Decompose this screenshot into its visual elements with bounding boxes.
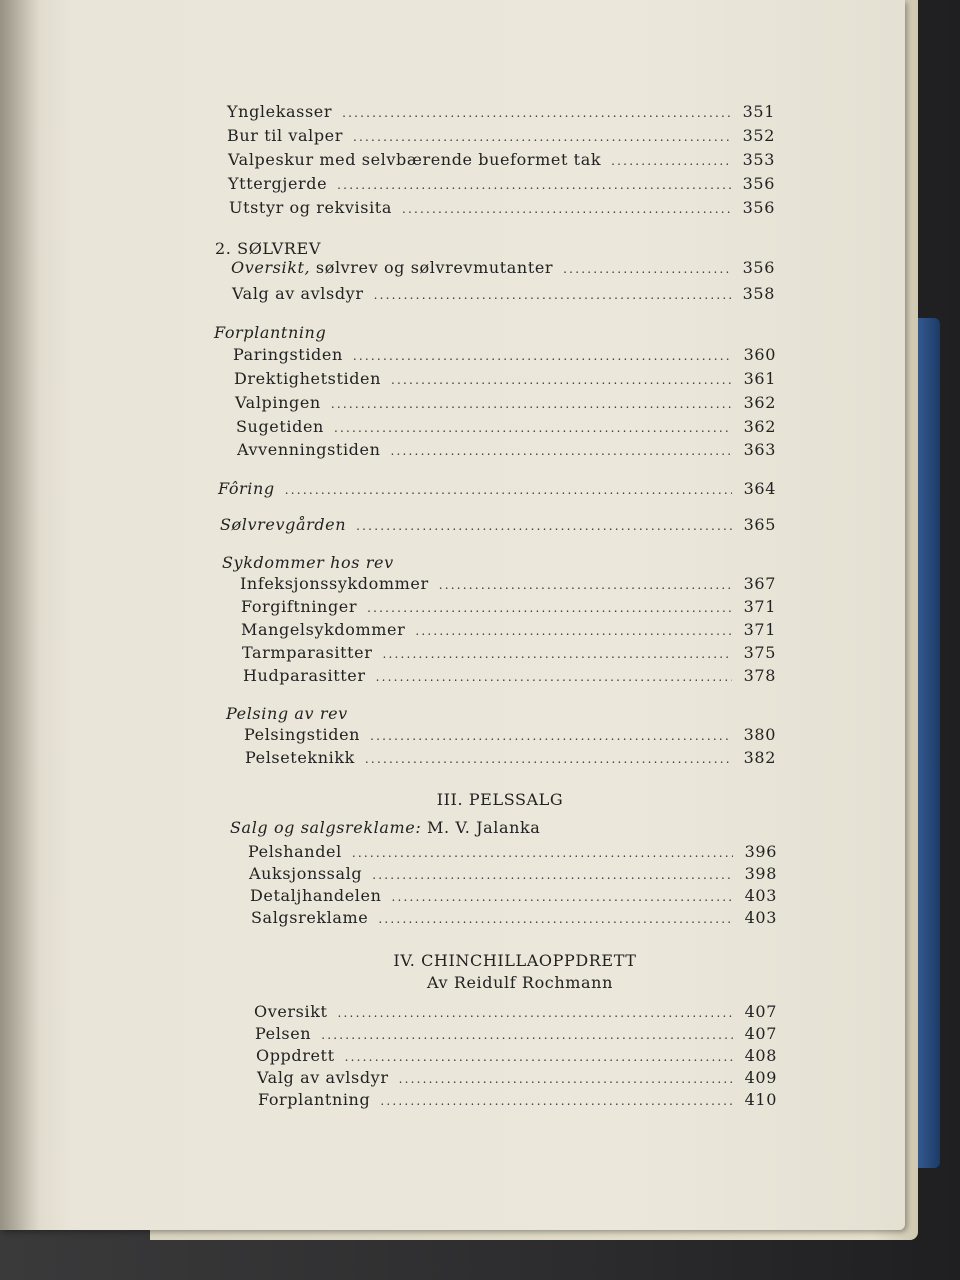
entry-page: 363 (743, 440, 776, 459)
entry-page: 375 (743, 643, 776, 662)
subsection-heading: Pelsing av rev (226, 704, 348, 723)
entry-label: Forgiftninger (241, 597, 358, 616)
dot-leader (402, 197, 731, 221)
entry-label: Oversikt (254, 1002, 328, 1021)
dot-leader (356, 514, 732, 538)
toc-entry (220, 513, 776, 537)
toc-entry (257, 1066, 777, 1090)
entry-page: 358 (742, 284, 775, 303)
dot-leader (391, 368, 732, 392)
entry-label: Oppdrett (256, 1046, 335, 1065)
toc-entry (258, 1088, 777, 1112)
toc-entry (241, 595, 776, 619)
dot-leader (285, 478, 732, 502)
entry-label (231, 256, 553, 280)
dot-leader (611, 149, 731, 173)
entry-label: Pelseteknikk (245, 748, 355, 767)
dot-leader (380, 1089, 733, 1113)
entry-page: 380 (743, 725, 776, 744)
dot-leader (439, 573, 732, 597)
toc-entry (245, 746, 776, 770)
toc-entry (233, 343, 776, 367)
entry-label: Valpeskur med selvbærende bueformet tak (228, 150, 602, 169)
dot-leader (353, 125, 731, 149)
entry-page: 362 (743, 393, 776, 412)
entry-page: 371 (743, 620, 776, 639)
dot-leader (367, 596, 732, 620)
entry-label: Pelshandel (248, 842, 342, 861)
toc-entry (229, 196, 775, 220)
entry-label: Drektighetstiden (234, 369, 382, 388)
entry-page: 407 (744, 1002, 777, 1021)
toc-entry (254, 1000, 777, 1024)
dot-leader (374, 283, 731, 307)
entry-page: 353 (742, 150, 775, 169)
entry-page: 361 (743, 369, 776, 388)
dot-leader (563, 257, 731, 281)
entry-label: Valpingen (235, 393, 321, 412)
entry-page: 398 (744, 864, 777, 883)
part-subtitle-italic: Salg og salgsreklame: (230, 818, 422, 837)
entry-label: Sugetiden (236, 417, 324, 436)
toc-entry (243, 664, 776, 688)
entry-page: 371 (743, 597, 776, 616)
entry-label: Fôring (218, 479, 275, 498)
part-subtitle (230, 815, 540, 841)
dot-leader (382, 642, 732, 666)
part-heading: III. PELSSALG (436, 790, 564, 809)
toc-entry (237, 438, 776, 462)
dot-leader (353, 344, 732, 368)
entry-page: 408 (744, 1046, 777, 1065)
entry-page: 396 (744, 842, 777, 861)
part-heading: IV. CHINCHILLAOPPDRETT (393, 951, 637, 970)
part-subtitle-author: M. V. Jalanka (421, 818, 541, 837)
toc-entry (249, 862, 777, 886)
toc-entry (241, 618, 776, 642)
dot-leader (415, 619, 732, 643)
entry-label: Valg av avlsdyr (257, 1068, 389, 1087)
dot-leader (342, 101, 731, 125)
part-author: Av Reidulf Rochmann (426, 973, 613, 992)
entry-label: Detaljhandelen (250, 886, 382, 905)
toc-entry (227, 100, 775, 124)
dot-leader (376, 665, 732, 689)
toc-entry (228, 148, 775, 172)
entry-page: 367 (743, 574, 776, 593)
entry-page: 403 (744, 886, 777, 905)
entry-label: Pelsen (255, 1024, 312, 1043)
entry-label: Avvenningstiden (237, 440, 381, 459)
entry-label-italic: Oversikt, (231, 258, 311, 277)
toc-entry (250, 884, 777, 908)
subsection-heading: Sykdommer hos rev (222, 553, 394, 572)
entry-page: 351 (742, 102, 775, 121)
toc-entry (240, 572, 776, 596)
entry-label: Tarmparasitter (242, 643, 373, 662)
entry-label: Sølvrevgården (220, 515, 347, 534)
entry-page: 356 (742, 198, 775, 217)
toc-entry (235, 391, 776, 415)
entry-page: 360 (743, 345, 776, 364)
entry-label-rest: sølvrev og sølvrevmutanter (310, 258, 554, 277)
toc-entry (248, 840, 777, 864)
entry-label: Salgsreklame (251, 908, 369, 927)
entry-page: 378 (743, 666, 776, 685)
entry-label: Infeksjonssykdommer (240, 574, 429, 593)
entry-label: Paringstiden (233, 345, 343, 364)
entry-page: 364 (743, 479, 776, 498)
entry-label: Utstyr og rekvisita (229, 198, 392, 217)
entry-page: 410 (744, 1090, 777, 1109)
entry-page: 407 (744, 1024, 777, 1043)
toc-entry (236, 415, 776, 439)
toc-entry (244, 723, 776, 747)
section-heading: 2. SØLVREV (215, 239, 321, 258)
toc-entry (234, 367, 776, 391)
entry-page: 365 (743, 515, 776, 534)
entry-label: Ynglekasser (227, 102, 333, 121)
toc-entry (228, 172, 775, 196)
entry-page: 382 (743, 748, 776, 767)
toc-entry (231, 256, 775, 280)
entry-page: 409 (744, 1068, 777, 1087)
entry-label: Valg av avlsdyr (232, 284, 364, 303)
dot-leader (370, 724, 732, 748)
toc-entry (218, 477, 776, 501)
dot-leader (391, 439, 733, 463)
entry-label: Hudparasitter (243, 666, 366, 685)
subsection-heading: Forplantning (214, 323, 327, 342)
entry-page: 362 (743, 417, 776, 436)
entry-page: 352 (742, 126, 775, 145)
toc-entry (242, 641, 776, 665)
entry-label: Auksjonssalg (249, 864, 363, 883)
toc-entry (255, 1022, 777, 1046)
toc-entry (232, 282, 775, 306)
dot-leader (365, 747, 732, 771)
toc-entry (251, 906, 777, 930)
entry-page: 356 (742, 258, 775, 277)
entry-label: Yttergjerde (228, 174, 328, 193)
dot-leader (331, 392, 732, 416)
toc-entry (227, 124, 775, 148)
toc-entry (256, 1044, 777, 1068)
entry-label: Mangelsykdommer (241, 620, 406, 639)
entry-page: 403 (744, 908, 777, 927)
entry-label: Forplantning (258, 1090, 371, 1109)
entry-label: Pelsingstiden (244, 725, 361, 744)
dot-leader (334, 416, 732, 440)
dot-leader (337, 173, 731, 197)
entry-page: 356 (742, 174, 775, 193)
dot-leader (378, 907, 733, 931)
entry-label: Bur til valper (227, 126, 344, 145)
